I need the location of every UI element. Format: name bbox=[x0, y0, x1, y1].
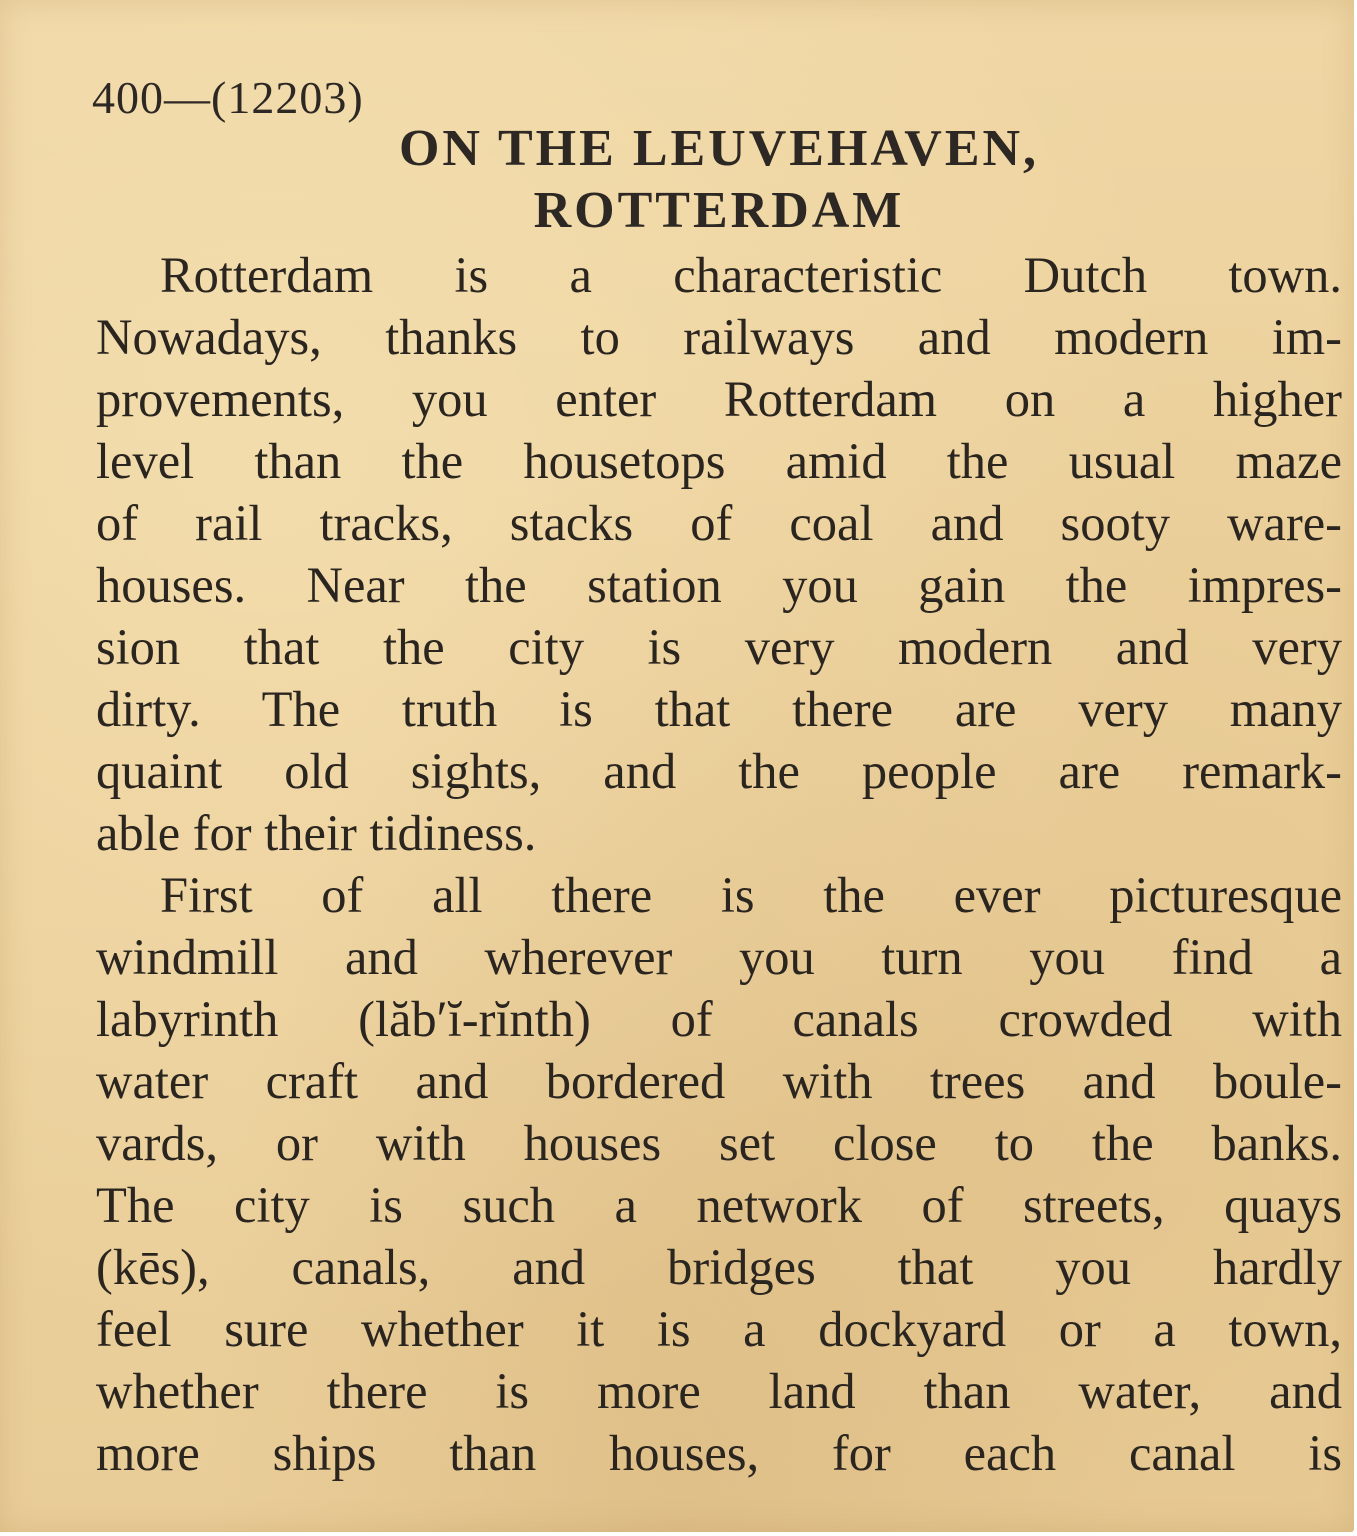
text-line: able for their tidiness. bbox=[96, 805, 537, 861]
title-line-2: ROTTERDAM bbox=[533, 182, 905, 239]
text-line: sion that the city is very modern and very bbox=[96, 619, 1342, 675]
text-line: whether there is more land than water, and bbox=[96, 1363, 1342, 1419]
text-line: feel sure whether it is a dockyard or a town, bbox=[96, 1301, 1342, 1357]
text-line: level than the housetops amid the usual maze bbox=[96, 433, 1342, 489]
text-line: Rotterdam is a characteristic Dutch town. bbox=[160, 247, 1342, 303]
text-line: windmill and wherever you turn you find a bbox=[96, 929, 1342, 985]
text-line: houses. Near the station you gain the impres- bbox=[96, 557, 1342, 613]
text-line: more ships than houses, for each canal is bbox=[96, 1425, 1342, 1481]
card-text bbox=[92, 70, 1342, 1484]
text-line: The city is such a network of streets, quays bbox=[96, 1177, 1342, 1233]
text-line: Nowadays, thanks to railways and modern im- bbox=[96, 309, 1342, 365]
text-line: of rail tracks, stacks of coal and sooty ware- bbox=[96, 495, 1342, 551]
serial-number: 400—(12203) bbox=[92, 72, 364, 123]
text-line: vards, or with houses set close to the banks. bbox=[96, 1115, 1342, 1171]
text-line: water craft and bordered with trees and boule- bbox=[96, 1053, 1342, 1109]
text-line: labyrinth (lăb′ĭ-rĭnth) of canals crowded with bbox=[96, 991, 1342, 1047]
text-line: provements, you enter Rotterdam on a higher bbox=[96, 371, 1342, 427]
paragraph-1 bbox=[96, 244, 1342, 864]
title-line-1: ON THE LEUVEHAVEN, bbox=[398, 120, 1040, 177]
text-line: First of all there is the ever picturesque bbox=[160, 867, 1342, 923]
text-line: (kēs), canals, and bridges that you hardly bbox=[96, 1239, 1342, 1295]
text-line: dirty. The truth is that there are very many bbox=[96, 681, 1342, 737]
card-title bbox=[96, 118, 1342, 242]
paragraph-2 bbox=[96, 864, 1342, 1484]
text-line: quaint old sights, and the people are remark- bbox=[96, 743, 1342, 799]
